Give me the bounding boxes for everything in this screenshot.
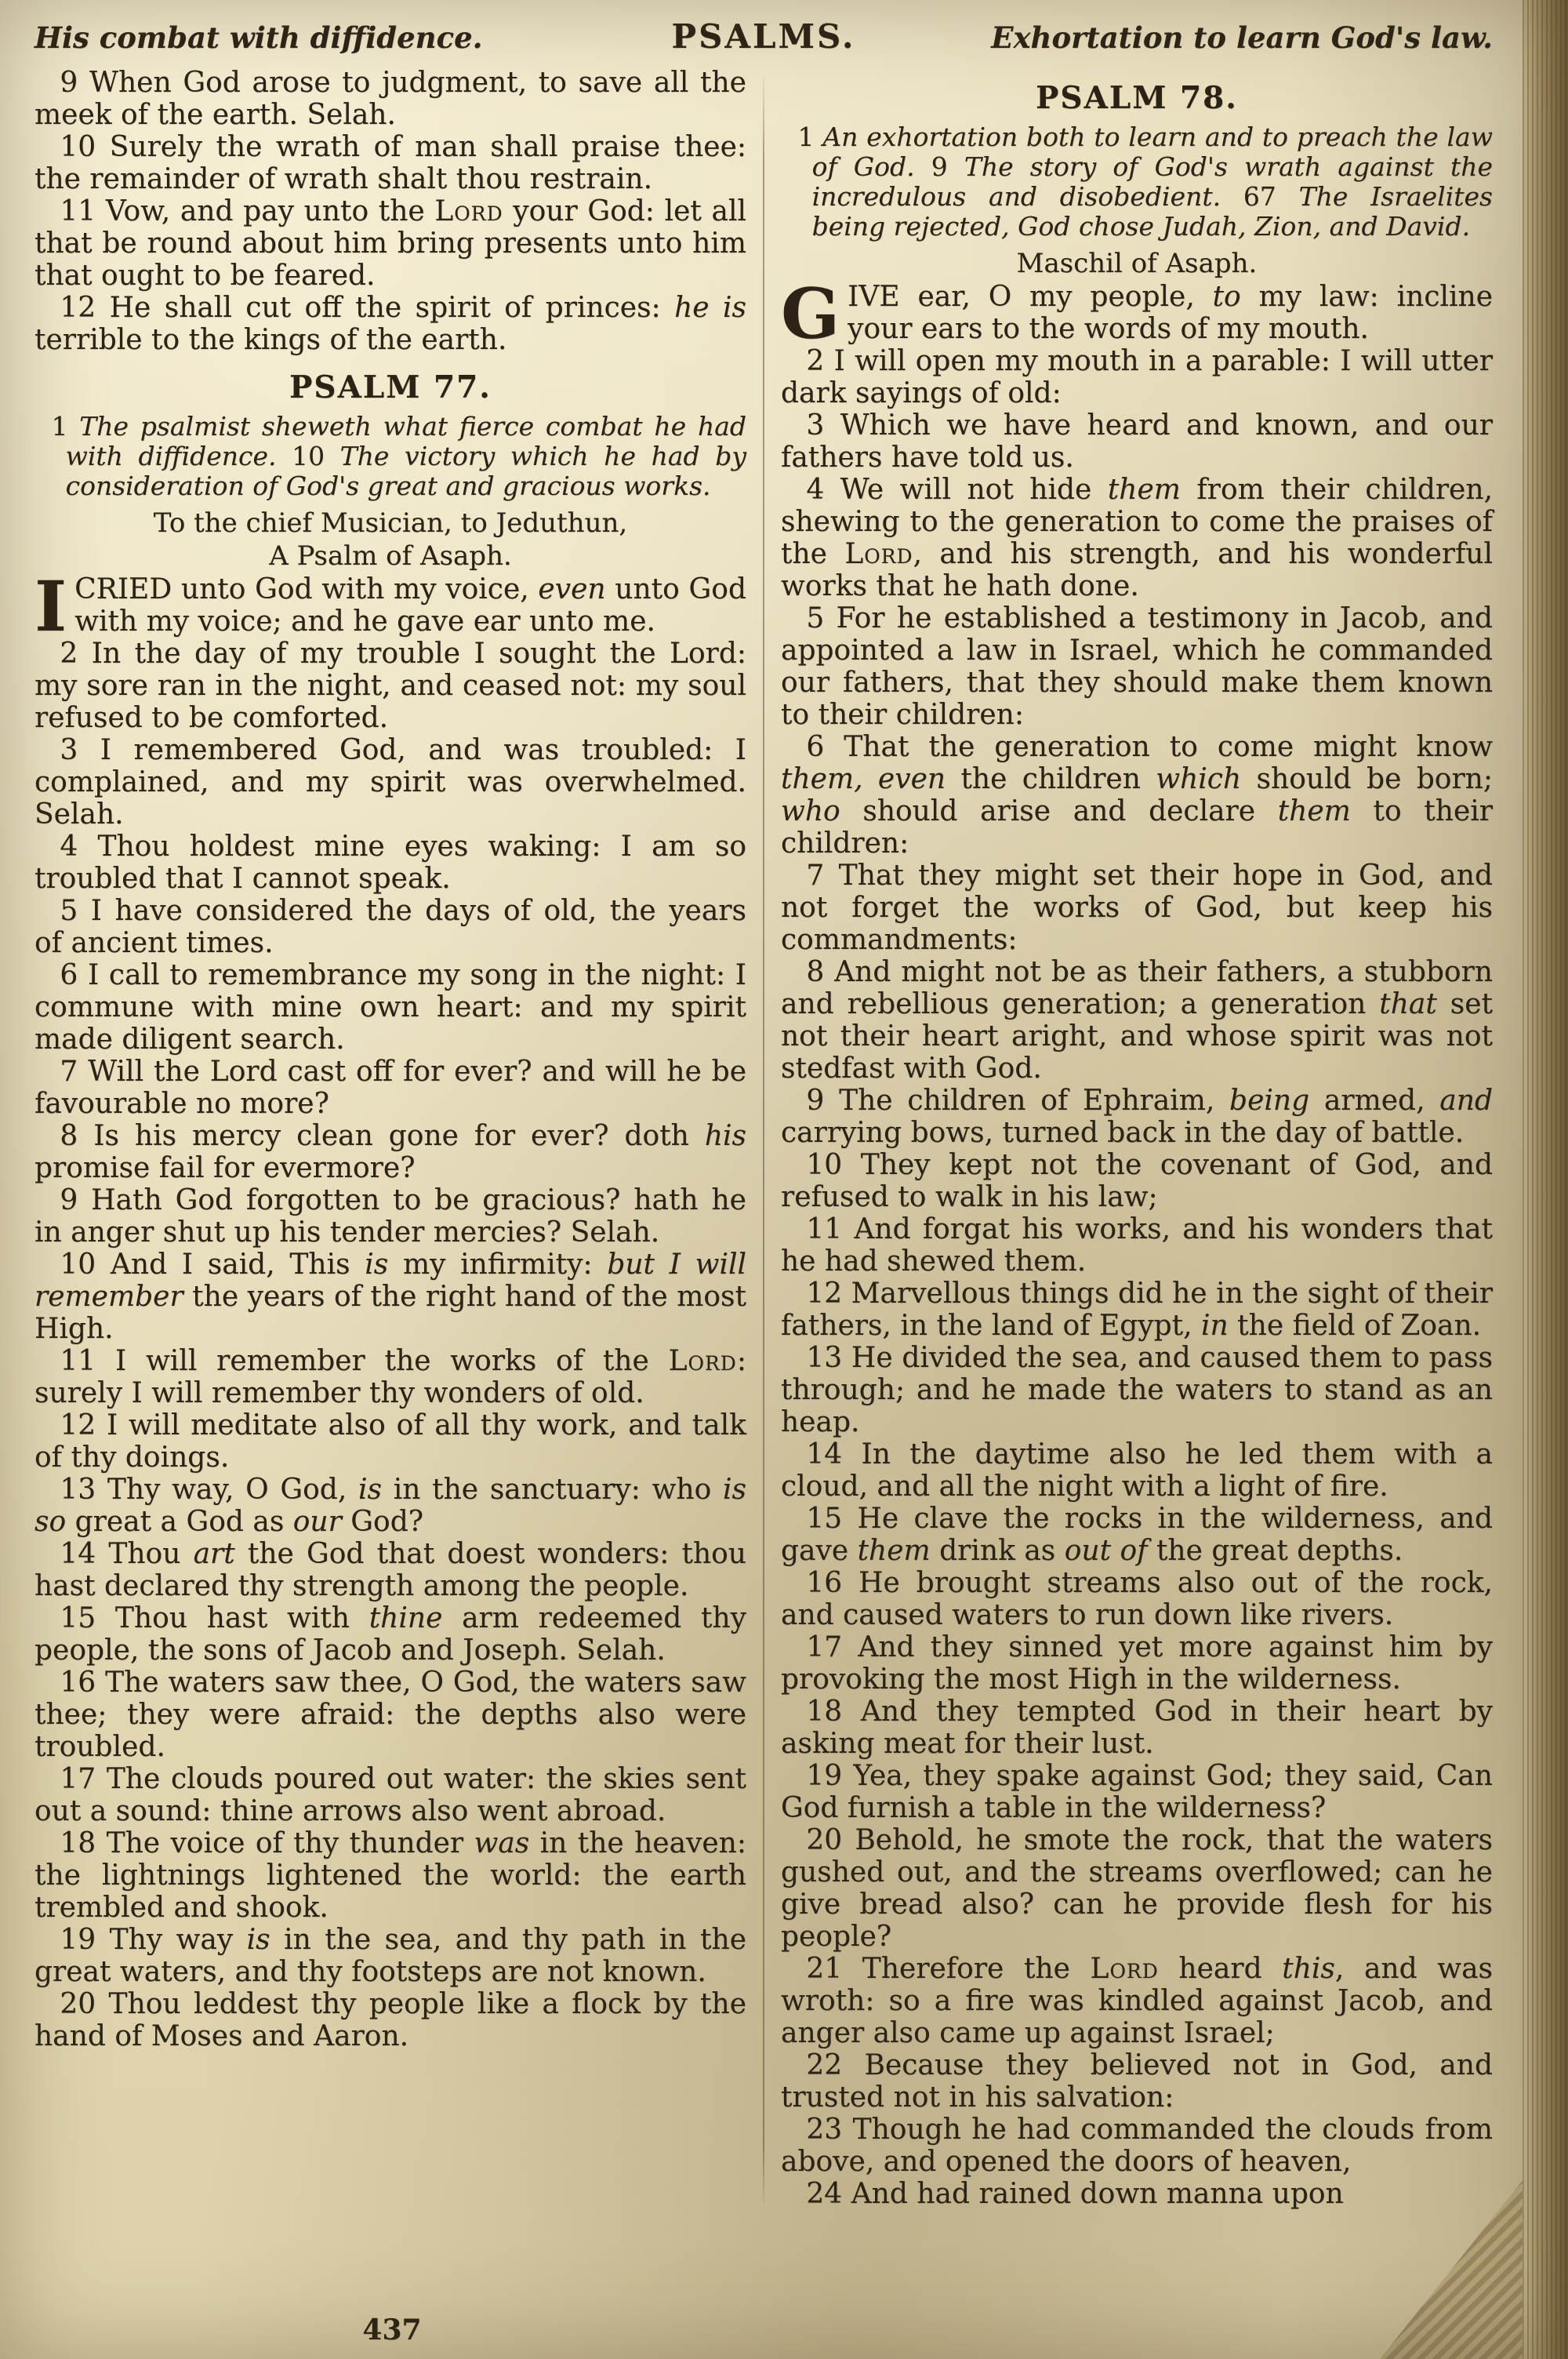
verse: GIVE ear, O my people, to my law: incline your ears to the words of my mouth.: [781, 273, 1493, 354]
verse: 15 Thou hast with thine arm redeemed thy people, the sons of Jacob and Joseph. Selah.: [34, 1602, 746, 1667]
verse: 2 In the day of my trouble I sought the Lord: my sore ran in the night, and ceased not: my soul refused to be comforted.: [34, 638, 746, 734]
verse: 17 The clouds poured out water: the skies sent out a sound: thine arrows also went abroad.: [34, 1763, 746, 1827]
book-page-edges: [1523, 0, 1568, 2359]
verse: 11 I will remember the works of the Lord: surely I will remember thy wonders of old.: [34, 1345, 746, 1409]
verse: 12 I will meditate also of all thy work, and talk of thy doings.: [34, 1409, 746, 1474]
verse: 11 Vow, and pay unto the Lord your God: let all that be round about him bring presents unto him that ought to be feared.: [34, 195, 746, 292]
verse: 7 That they might set their hope in God, and not forget the works of God, but keep his commandments:: [781, 860, 1493, 956]
psalm-inscription: A Psalm of Asaph.: [269, 540, 512, 572]
verse: 10 They kept not the covenant of God, and refused to walk in his law;: [781, 1149, 1493, 1213]
verse: ICRIED unto God with my voice, even unto God with my voice; and he gave ear unto me.: [34, 565, 746, 647]
psalm-heading: PSALM 77.: [289, 369, 492, 405]
verse: 20 Behold, he smote the rock, that the waters gushed out, and the streams overflowed; can he give bread also? can he provide flesh for his people?: [781, 1824, 1493, 1953]
verse: 5 I have considered the days of old, the years of ancient times.: [34, 895, 746, 959]
verse: 6 That the generation to come might know them, even the children which should be born; who should arise and declare them to their children:: [781, 731, 1493, 860]
psalm-inscription: To the chief Musician, to Jeduthun,: [153, 507, 628, 539]
drop-cap-letter: G: [781, 273, 840, 354]
psalm-summary: 1 The psalmist sheweth what fierce combat he had with diffidence. 10 The victory which he had by consideration of God's great and gracious works.: [51, 411, 746, 501]
verse: 2 I will open my mouth in a parable: I will utter dark sayings of old:: [781, 345, 1493, 409]
column-divider: [763, 71, 764, 2210]
column-right: [781, 67, 1493, 2210]
psalm-inscription: Maschil of Asaph.: [1016, 248, 1258, 279]
verse: 24 And had rained down manna upon: [806, 2178, 1344, 2210]
column-left: [34, 67, 746, 2210]
verse: 7 Will the Lord cast off for ever? and will he be favourable no more?: [34, 1056, 746, 1120]
running-head: [34, 17, 1493, 56]
verse: 14 Thou art the God that doest wonders: thou hast declared thy strength among the people.: [34, 1538, 746, 1602]
page-number: 437: [362, 2314, 422, 2346]
psalm-heading: PSALM 78.: [1036, 80, 1238, 116]
verse: 15 He clave the rocks in the wilderness, and gave them drink as out of the great depths.: [781, 1503, 1493, 1567]
verse: 21 Therefore the Lord heard this, and was wroth: so a fire was kindled against Jacob, and anger also came up against Israel;: [781, 1953, 1494, 2049]
drop-cap-letter: I: [34, 565, 67, 647]
verse: 4 We will not hide them from their children, shewing to the generation to come the praises of the Lord, and his strength, and his wonderful works that he hath done.: [781, 474, 1494, 602]
verse: 14 In the daytime also he led them with a cloud, and all the night with a light of fire.: [781, 1438, 1493, 1503]
verse: 18 The voice of thy thunder was in the heaven: the lightnings lightened the world: the earth trembled and shook.: [34, 1827, 746, 1924]
verse: 19 Yea, they spake against God; they said, Can God furnish a table in the wilderness?: [781, 1760, 1493, 1824]
verse: 3 I remembered God, and was troubled: I complained, and my spirit was overwhelmed. Selah.: [34, 734, 746, 831]
verse: 9 Hath God forgotten to be gracious? hath he in anger shut up his tender mercies? Selah.: [34, 1184, 746, 1249]
psalm-summary: 1 An exhortation both to learn and to preach the law of God. 9 The story of God's wrath against the incredulous and disobedient. 67 The Israelites being rejected, God chose Judah, Zion, and David.: [797, 122, 1494, 242]
verse: 16 The waters saw thee, O God, the waters saw thee; they were afraid: the depths also were troubled.: [34, 1667, 746, 1763]
verse: 6 I call to remembrance my song in the night: I commune with mine own heart: and my spirit made diligent search.: [34, 959, 746, 1056]
running-head-left: His combat with diffidence.: [34, 20, 483, 55]
verse: 22 Because they believed not in God, and trusted not in his salvation:: [781, 2049, 1493, 2114]
verse: 19 Thy way is in the sea, and thy path in the great waters, and thy footsteps are not known.: [34, 1924, 747, 1988]
verse: 17 And they sinned yet more against him by provoking the most High in the wilderness.: [781, 1631, 1493, 1696]
text-columns: [34, 67, 1493, 2210]
verse: 12 He shall cut off the spirit of princes: he is terrible to the kings of the earth.: [34, 292, 746, 356]
verse: 13 Thy way, O God, is in the sanctuary: who is so great a God as our God?: [34, 1474, 746, 1538]
verse: 12 Marvellous things did he in the sight of their fathers, in the land of Egypt, in the field of Zoan.: [781, 1278, 1493, 1342]
verse: 10 Surely the wrath of man shall praise thee: the remainder of wrath shalt thou restrain.: [34, 131, 746, 195]
running-head-right: Exhortation to learn God's law.: [991, 20, 1494, 55]
verse: 16 He brought streams also out of the rock, and caused waters to run down like rivers.: [781, 1567, 1493, 1631]
verse: 8 And might not be as their fathers, a stubborn and rebellious generation; a generation that set not their heart aright, and whose spirit was not stedfast with God.: [781, 956, 1493, 1085]
verse: 20 Thou leddest thy people like a flock by the hand of Moses and Aaron.: [34, 1988, 746, 2052]
verse: 13 He divided the sea, and caused them to pass through; and he made the waters to stand as an heap.: [781, 1342, 1493, 1438]
verse: 5 For he established a testimony in Jacob, and appointed a law in Israel, which he commanded our fathers, that they should make them known to their children:: [781, 602, 1493, 731]
verse: 9 When God arose to judgment, to save all the meek of the earth. Selah.: [34, 67, 746, 131]
verse: 10 And I said, This is my infirmity: but I will remember the years of the right hand of the most High.: [34, 1249, 746, 1345]
verse: 9 The children of Ephraim, being armed, and carrying bows, turned back in the day of battle.: [781, 1085, 1493, 1149]
verse: 3 Which we have heard and known, and our fathers have told us.: [781, 409, 1493, 474]
verse: 8 Is his mercy clean gone for ever? doth his promise fail for evermore?: [34, 1120, 746, 1184]
verse: 18 And they tempted God in their heart by asking meat for their lust.: [781, 1696, 1493, 1760]
verse: 4 Thou holdest mine eyes waking: I am so troubled that I cannot speak.: [34, 831, 746, 895]
book-section-title: PSALMS.: [671, 17, 856, 56]
verse: 23 Though he had commanded the clouds from above, and opened the doors of heaven,: [781, 2114, 1493, 2178]
verse: 11 And forgat his works, and his wonders that he had shewed them.: [781, 1213, 1493, 1278]
